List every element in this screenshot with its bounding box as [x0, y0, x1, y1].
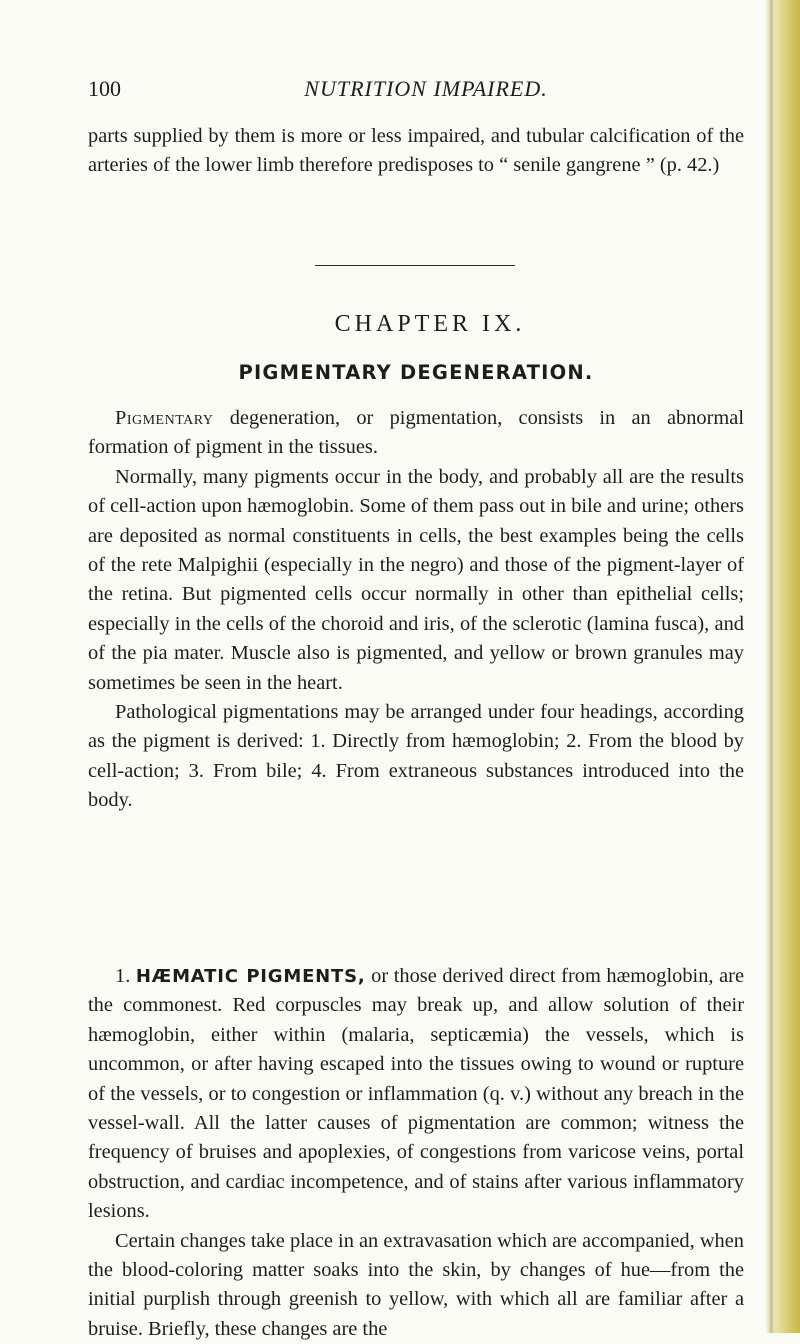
section-subheading: HÆMATIC PIGMENTS, [135, 966, 366, 987]
page-edge-shadow [768, 0, 774, 1333]
paragraph-pathological-headings: Pathological pigmentations may be arranged under four headings, according as the pigment is derived: 1. Directly from hæmoglobin; 2. From the blood by cell-action; 3. From bile; 4. From extraneous substances introduced into the body. [88, 701, 744, 812]
paragraph-haematic-pigments [88, 962, 744, 1227]
chapter-divider-rule [315, 265, 515, 266]
paragraph-definition-text: degeneration, or pigmentation, consists in an abnormal formation of pigment in the tissues. [88, 407, 744, 459]
chapter-label: CHAPTER IX. [334, 311, 526, 337]
paragraph-lead-word: Pigmentary [115, 407, 214, 429]
paragraph-haematic-text: or those derived direct from hæmoglobin, are the commonest. Red corpuscles may break up, and allow solution of their hæmoglobin, either within (malaria, septicæmia) the vessels, which is uncommon, or after having escaped into the tissues owing to wound or rupture of the vessels, or to congestion or inflammation (q. v.) without any breach in the vessel-wall. All the latter causes of pigmentation are common; witness the frequency of bruises and apoplexies, of congestions from varicose veins, portal obstruction, and cardiac incompetence, and of stains after various inflammatory lesions. [88, 965, 744, 1223]
intro-paragraph: parts supplied by them is more or less impaired, and tubular calcification of the arteries of the lower limb therefore predisposes to “ senile gangrene ” (p. 42.) [88, 125, 744, 177]
intro-paragraph-block [88, 122, 744, 181]
section-number: 1. [115, 965, 136, 987]
paragraph-normal-pigments: Normally, many pigments occur in the body, and probably all are the results of cell-action upon hæmoglobin. Some of them pass out in bile and urine; others are deposited as normal constituents in cells, the best examples being the cells of the rete Malpighii (especially in the negro) and those of the pigment-layer of the retina. But pigmented cells occur normally in other than epithelial cells; especially in the cells of the choroid and iris, of the sclerotic (lamina fusca), and of the pia mater. Muscle also is pigmented, and yellow or brown granules may sometimes be seen in the heart. [88, 465, 744, 694]
running-title: NUTRITION IMPAIRED. [304, 76, 548, 101]
main-text-block-2 [88, 962, 744, 1344]
paragraph-definition [88, 404, 744, 463]
page-number: 100 [88, 76, 121, 101]
running-head [88, 76, 744, 106]
chapter-title: PIGMENTARY DEGENERATION. [238, 361, 594, 384]
main-text-block [88, 404, 744, 816]
paragraph-extravasation: Certain changes take place in an extravasation which are accompanied, when the blood-coloring matter soaks into the skin, by changes of hue—from the initial purplish through greenish to yellow, with which all are familiar after a bruise. Briefly, these changes are the [88, 1229, 744, 1340]
